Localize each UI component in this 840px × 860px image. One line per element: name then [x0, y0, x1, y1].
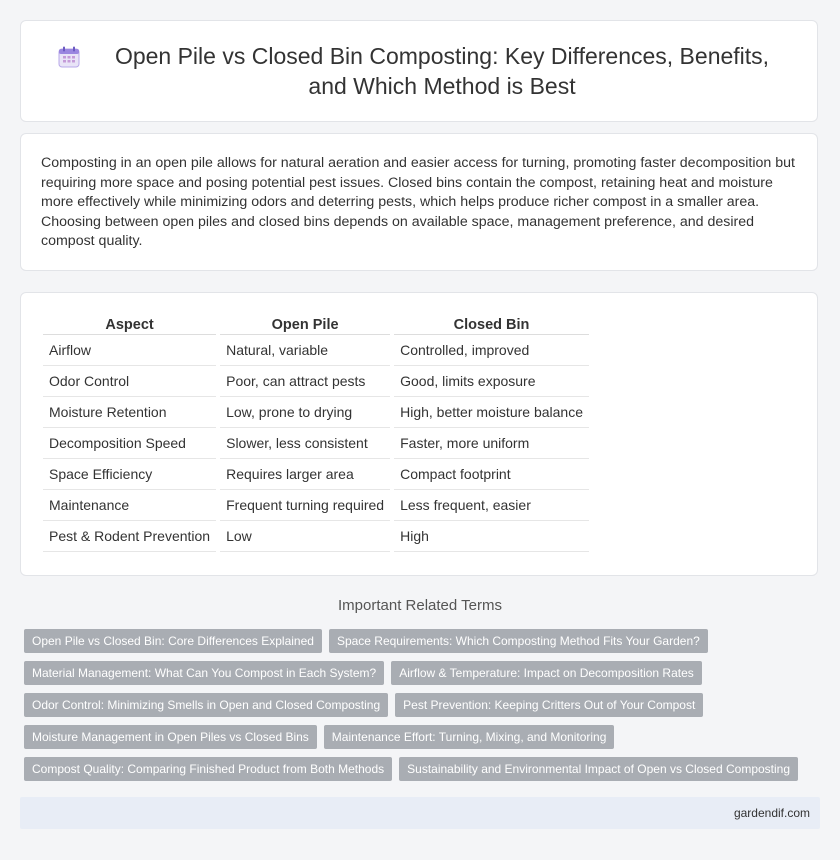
- tag-row: [24, 693, 824, 717]
- table-row: [43, 397, 589, 428]
- cell-open-pile: Low, prone to drying: [220, 397, 390, 428]
- comparison-card: [20, 292, 818, 576]
- cell-aspect: Odor Control: [43, 366, 216, 397]
- intro-card: [20, 133, 818, 271]
- cell-open-pile: Slower, less consistent: [220, 428, 390, 459]
- related-term-tag[interactable]: Sustainability and Environmental Impact of Open vs Closed Composting: [399, 757, 798, 781]
- cell-closed-bin: Compact footprint: [394, 459, 589, 490]
- cell-aspect: Space Efficiency: [43, 459, 216, 490]
- table-row: [43, 335, 589, 366]
- cell-closed-bin: High: [394, 521, 589, 552]
- tag-row: [24, 757, 824, 781]
- header-open-pile: Open Pile: [220, 315, 390, 335]
- tag-row: [24, 661, 824, 685]
- cell-aspect: Moisture Retention: [43, 397, 216, 428]
- cell-closed-bin: Faster, more uniform: [394, 428, 589, 459]
- header-closed-bin: Closed Bin: [394, 315, 589, 335]
- cell-aspect: Decomposition Speed: [43, 428, 216, 459]
- cell-aspect: Pest & Rodent Prevention: [43, 521, 216, 552]
- cell-aspect: Airflow: [43, 335, 216, 366]
- table-header-row: [43, 315, 589, 335]
- table-row: [43, 428, 589, 459]
- cell-aspect: Maintenance: [43, 490, 216, 521]
- related-terms-list: [24, 629, 824, 789]
- related-terms-heading: Important Related Terms: [338, 597, 502, 614]
- table-row: [43, 490, 589, 521]
- intro-paragraph: Composting in an open pile allows for natural aeration and easier access for turning, promoting faster decomposition but requiring more space and posing potential pest issues. Closed bins contain the compost, retaining heat and moisture more effectively while minimizing odors and deterring pests, which helps produce richer compost in a smaller area. Choosing between open piles and closed bins depends on available space, management preference, and desired compost quality.: [41, 155, 795, 250]
- cell-closed-bin: High, better moisture balance: [394, 397, 589, 428]
- table-row: [43, 366, 589, 397]
- cell-open-pile: Natural, variable: [220, 335, 390, 366]
- cell-open-pile: Requires larger area: [220, 459, 390, 490]
- site-name[interactable]: gardendif.com: [733, 806, 810, 820]
- header-aspect: Aspect: [43, 315, 216, 335]
- related-term-tag[interactable]: Odor Control: Minimizing Smells in Open and Closed Composting: [24, 693, 388, 717]
- related-term-tag[interactable]: Open Pile vs Closed Bin: Core Differences Explained: [24, 629, 322, 653]
- related-term-tag[interactable]: Maintenance Effort: Turning, Mixing, and Monitoring: [324, 725, 615, 749]
- related-term-tag[interactable]: Airflow & Temperature: Impact on Decomposition Rates: [391, 661, 702, 685]
- tag-row: [24, 629, 824, 653]
- cell-open-pile: Low: [220, 521, 390, 552]
- cell-closed-bin: Controlled, improved: [394, 335, 589, 366]
- cell-closed-bin: Less frequent, easier: [394, 490, 589, 521]
- header-card: [20, 20, 818, 122]
- table-row: [43, 459, 589, 490]
- comparison-table: [39, 315, 593, 552]
- cell-closed-bin: Good, limits exposure: [394, 366, 589, 397]
- cell-open-pile: Poor, can attract pests: [220, 366, 390, 397]
- footer: [20, 797, 820, 829]
- tag-row: [24, 725, 824, 749]
- related-term-tag[interactable]: Pest Prevention: Keeping Critters Out of Your Compost: [395, 693, 703, 717]
- calendar-icon: [56, 44, 82, 70]
- page-title: Open Pile vs Closed Bin Composting: Key Differences, Benefits, and Which Method is Best: [114, 43, 770, 99]
- table-row: [43, 521, 589, 552]
- related-term-tag[interactable]: Material Management: What Can You Compost in Each System?: [24, 661, 384, 685]
- related-term-tag[interactable]: Space Requirements: Which Composting Method Fits Your Garden?: [329, 629, 708, 653]
- related-term-tag[interactable]: Moisture Management in Open Piles vs Closed Bins: [24, 725, 317, 749]
- cell-open-pile: Frequent turning required: [220, 490, 390, 521]
- related-term-tag[interactable]: Compost Quality: Comparing Finished Product from Both Methods: [24, 757, 392, 781]
